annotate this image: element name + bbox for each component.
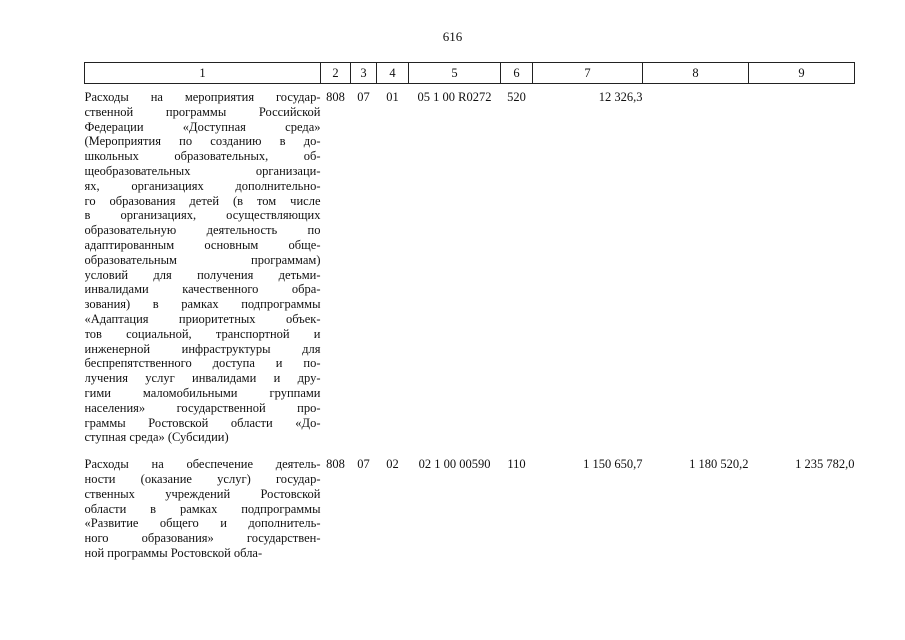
ministry-code: 808 xyxy=(326,90,345,104)
column-header-8: 8 xyxy=(643,63,749,84)
amount-year-1: 1 150 650,7 xyxy=(583,457,643,472)
description-line: ственных учреждений Ростовской xyxy=(84,486,321,501)
description-line: Федерации «Доступная среда» xyxy=(84,119,321,134)
page-number: 616 xyxy=(442,29,463,44)
description-lines xyxy=(85,90,321,445)
budget-table xyxy=(84,62,855,561)
expense-type-code: 110 xyxy=(507,457,526,472)
description-line: го образования детей (в том числе xyxy=(84,193,321,208)
description-line: «Адаптация приоритетных объек- xyxy=(84,311,321,326)
column-header-9: 9 xyxy=(749,63,855,84)
column-header-5: 5 xyxy=(409,63,501,84)
amount-year-1: 12 326,3 xyxy=(598,90,643,104)
description-line: Расходы на обеспечение деятель- xyxy=(84,457,321,472)
description-line: населения» государственной про- xyxy=(84,400,321,415)
description-line: области в рамках подпрограммы xyxy=(84,501,321,516)
description-line: граммы Ростовской области «До- xyxy=(84,415,321,430)
amount-year-2 xyxy=(643,84,749,454)
description-line: инженерной инфраструктуры для xyxy=(84,341,321,356)
amount-year-3: 1 235 782,0 xyxy=(795,457,855,472)
ministry-code: 808 xyxy=(326,457,345,472)
description-line: школьных образовательных, об- xyxy=(84,149,321,164)
subsection-code: 01 xyxy=(386,90,399,104)
table-row xyxy=(85,84,855,454)
description-line: ступная среда» (Субсидии) xyxy=(84,430,229,445)
description-line: в организациях, осуществляющих xyxy=(84,208,321,223)
column-header-2: 2 xyxy=(321,63,351,84)
description-lines xyxy=(85,457,321,561)
description-line: условий для получения детьми- xyxy=(84,267,321,282)
description-line: ной программы Ростовской обла- xyxy=(84,545,263,560)
expense-description xyxy=(85,84,321,454)
target-article-code: 05 1 00 R0272 xyxy=(417,90,492,104)
target-article-code: 02 1 00 00590 xyxy=(418,457,491,472)
amount-year-2: 1 180 520,2 xyxy=(689,457,749,472)
description-line: гими маломобильными группами xyxy=(84,385,321,400)
description-line: ственной программы Российской xyxy=(84,104,321,119)
description-line: ях, организациях дополнительно- xyxy=(84,178,321,193)
subsection-code: 02 xyxy=(386,457,399,472)
description-line: щеобразовательных организаци- xyxy=(84,163,321,178)
section-code: 07 xyxy=(357,457,370,472)
table-row xyxy=(85,453,855,561)
description-line: адаптированным основным обще- xyxy=(84,237,321,252)
column-header-1: 1 xyxy=(85,63,321,84)
section-code: 07 xyxy=(357,90,370,104)
column-header-6: 6 xyxy=(501,63,533,84)
description-line: образовательным программам) xyxy=(84,252,321,267)
description-line: ности (оказание услуг) государ- xyxy=(84,471,321,486)
column-header-3: 3 xyxy=(351,63,377,84)
description-line: тов социальной, транспортной и xyxy=(84,326,321,341)
description-line: лучения услуг инвалидами и дру- xyxy=(84,371,321,386)
description-line: инвалидами качественного обра- xyxy=(84,282,321,297)
table-header-row xyxy=(85,63,855,84)
expense-type-code: 520 xyxy=(507,90,526,104)
description-line: (Мероприятия по созданию в до- xyxy=(84,134,321,149)
expense-description xyxy=(85,453,321,561)
description-line: ного образования» государствен- xyxy=(84,531,321,546)
description-line: образовательную деятельность по xyxy=(84,223,321,238)
description-line: Расходы на мероприятия государ- xyxy=(84,90,321,104)
amount-year-3 xyxy=(749,84,855,454)
description-line: «Развитие общего и дополнитель- xyxy=(84,516,321,531)
description-line: зования) в рамках подпрограммы xyxy=(84,297,321,312)
column-header-7: 7 xyxy=(533,63,643,84)
column-header-4: 4 xyxy=(377,63,409,84)
description-line: беспрепятственного доступа и по- xyxy=(84,356,321,371)
